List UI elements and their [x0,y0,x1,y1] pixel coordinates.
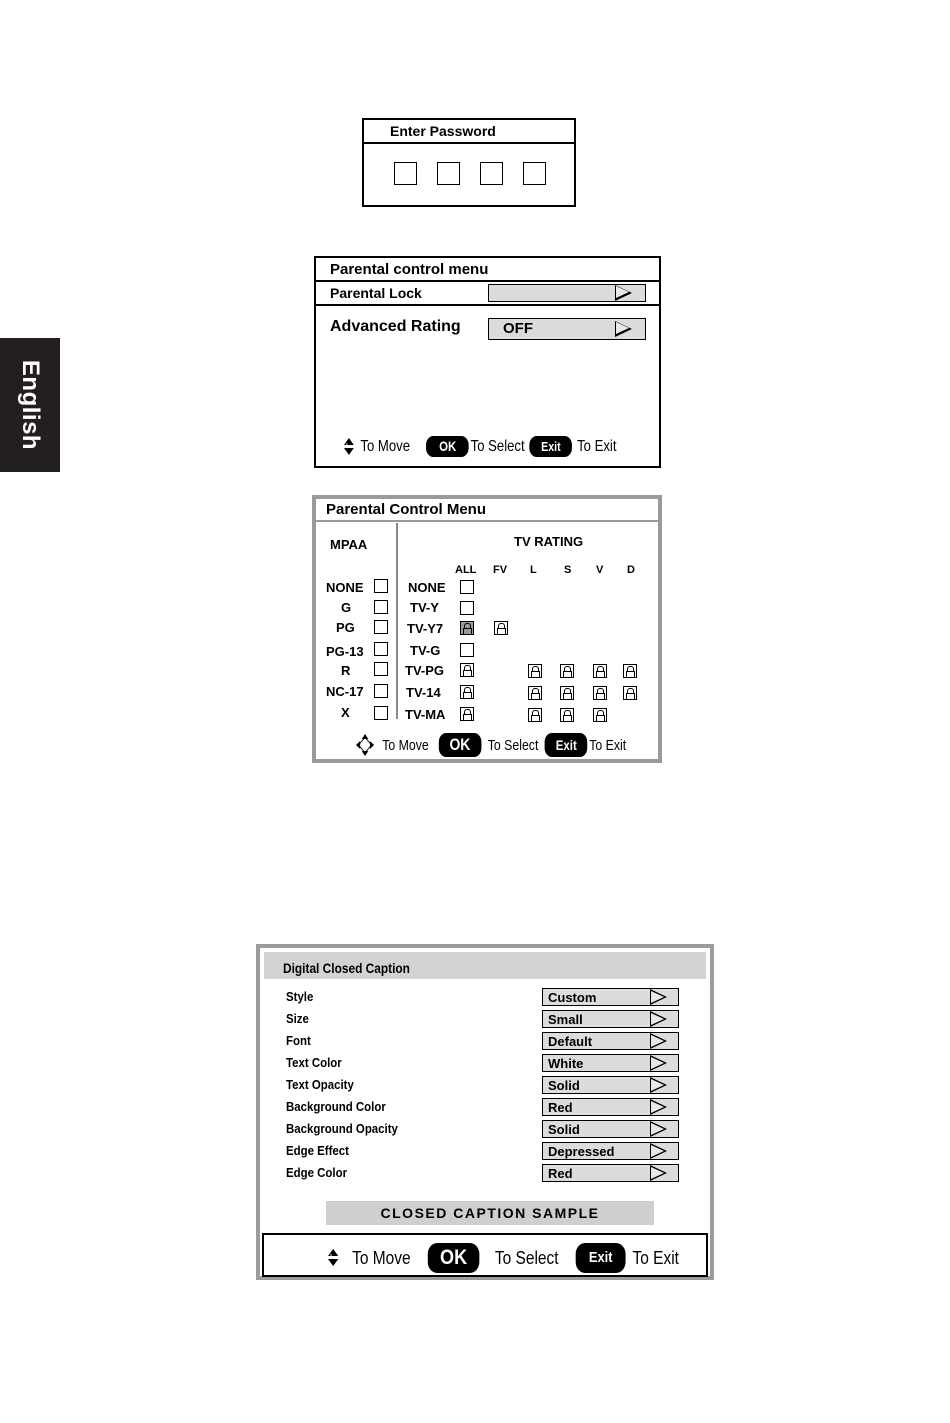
password-title: Enter Password [364,120,574,144]
caption-size-label: Size [286,1011,309,1026]
mpaa-r-checkbox[interactable] [374,662,388,676]
password-digit-4[interactable] [523,162,546,185]
to-select-label: To Select [470,437,525,455]
to-move-label: To Move [382,736,429,754]
tv-pg-v-lock-icon[interactable] [593,664,607,678]
to-select-label: To Select [487,736,539,754]
caption-font-field[interactable] [542,1032,679,1050]
mpaa-x-label: X [341,705,350,720]
caption-text-opacity-field[interactable] [542,1076,679,1094]
mpaa-pg-checkbox[interactable] [374,620,388,634]
rating-menu [312,495,662,763]
rating-menu-title: Parental Control Menu [316,499,658,522]
mpaa-r-label: R [341,663,351,678]
caption-text-color-field[interactable] [542,1054,679,1072]
closed-caption-menu [256,944,714,1280]
caption-size-value: Small [548,1012,583,1027]
advanced-rating-value: OFF [503,320,533,337]
exit-button[interactable]: Exit [545,733,588,757]
to-select-label: To Select [494,1247,559,1268]
parental-lock-field[interactable] [488,284,646,302]
password-digits [394,162,546,185]
tv-pg-d-lock-icon[interactable] [623,664,637,678]
four-way-arrow-icon [356,734,374,756]
mpaa-g-label: G [341,600,352,615]
tv-14-d-lock-icon[interactable] [623,686,637,700]
col-l: L [530,564,537,576]
to-exit-label: To Exit [589,736,627,754]
password-digit-2[interactable] [437,162,460,185]
parental-control-menu [314,256,661,468]
exit-button[interactable]: Exit [576,1243,626,1273]
password-dialog [362,118,576,207]
to-move-label: To Move [360,437,410,455]
parental-lock-row[interactable] [316,282,659,306]
advanced-rating-label: Advanced Rating [330,318,461,335]
tv-g-label: TV-G [410,643,441,658]
caption-text-opacity-label: Text Opacity [286,1077,354,1092]
caption-font-value: Default [548,1034,593,1049]
mpaa-x-checkbox[interactable] [374,706,388,720]
caption-background-opacity-field[interactable] [542,1120,679,1138]
up-down-icon [344,438,354,456]
tv-ma-v-lock-icon[interactable] [593,708,607,722]
parental-menu-footer [344,436,616,457]
to-exit-label: To Exit [577,437,617,455]
tv-y7-fv-lock-icon[interactable] [494,621,508,635]
mpaa-none-checkbox[interactable] [374,579,388,593]
tv-y7-label: TV-Y7 [407,621,444,636]
mpaa-nc17-label: NC-17 [326,684,364,699]
caption-edge-color-field[interactable] [542,1164,679,1182]
caption-edge-effect-field[interactable] [542,1142,679,1160]
col-s: S [564,564,572,576]
ok-button[interactable]: OK [439,733,482,757]
caption-background-color-value: Red [548,1100,573,1115]
mpaa-pg-label: PG [336,620,355,635]
to-exit-label: To Exit [632,1247,679,1268]
tv-none-label: NONE [408,580,446,595]
mpaa-header: MPAA [330,537,368,552]
caption-text-color-label: Text Color [286,1055,342,1070]
tv-14-s-lock-icon[interactable] [560,686,574,700]
mpaa-nc17-checkbox[interactable] [374,684,388,698]
mpaa-g-checkbox[interactable] [374,600,388,614]
mpaa-none-label: NONE [326,580,364,595]
ok-button[interactable]: OK [428,1243,480,1273]
tv-pg-all-lock-icon[interactable] [460,663,474,677]
caption-font-label: Font [286,1033,311,1048]
tv-14-all-lock-icon[interactable] [460,685,474,699]
caption-background-opacity-value: Solid [548,1122,580,1137]
to-move-label: To Move [352,1247,411,1268]
rating-divider [396,523,398,719]
col-d: D [627,564,635,576]
parental-menu-title: Parental control menu [316,258,659,282]
col-v: V [596,564,604,576]
caption-menu-footer [262,1233,708,1277]
caption-background-color-label: Background Color [286,1099,386,1114]
caption-background-color-field[interactable] [542,1098,679,1116]
caption-edge-color-value: Red [548,1166,573,1181]
tv-ma-label: TV-MA [405,707,446,722]
parental-lock-label: Parental Lock [330,285,422,301]
rating-menu-footer [356,733,626,757]
language-label: English [17,359,44,451]
tv-14-label: TV-14 [406,685,441,700]
tv-rating-header: TV RATING [514,534,584,549]
tv-none-checkbox[interactable] [460,580,474,594]
tv-pg-s-lock-icon[interactable] [560,664,574,678]
caption-edge-effect-label: Edge Effect [286,1143,349,1158]
advanced-rating-field[interactable] [488,318,646,340]
caption-style-label: Style [286,989,314,1004]
caption-text-opacity-value: Solid [548,1078,580,1093]
caption-text-color-value: White [548,1056,584,1071]
password-digit-1[interactable] [394,162,417,185]
tv-y7-all-lock-icon[interactable] [460,621,474,635]
tv-pg-l-lock-icon[interactable] [528,664,542,678]
tv-ma-s-lock-icon[interactable] [560,708,574,722]
caption-size-field[interactable] [542,1010,679,1028]
tv-14-v-lock-icon[interactable] [593,686,607,700]
col-all: ALL [455,564,477,576]
caption-sample: CLOSED CAPTION SAMPLE [326,1201,654,1225]
caption-style-value: Custom [548,990,597,1005]
caption-edge-effect-value: Depressed [548,1144,615,1159]
mpaa-pg13-checkbox[interactable] [374,642,388,656]
mpaa-pg13-label: PG-13 [326,644,364,659]
password-digit-3[interactable] [480,162,503,185]
tv-pg-label: TV-PG [405,663,445,678]
exit-button[interactable]: Exit [530,436,573,457]
tv-ma-all-lock-icon[interactable] [460,707,474,721]
tv-14-l-lock-icon[interactable] [528,686,542,700]
closed-caption-title: Digital Closed Caption [264,952,706,979]
tv-y-checkbox[interactable] [460,601,474,615]
tv-y-label: TV-Y [410,600,439,615]
language-side-tab [0,338,60,472]
caption-style-field[interactable] [542,988,679,1006]
caption-background-opacity-label: Background Opacity [286,1121,398,1136]
caption-edge-color-label: Edge Color [286,1165,348,1180]
ok-button[interactable]: OK [426,436,469,457]
tv-ma-l-lock-icon[interactable] [528,708,542,722]
tv-g-checkbox[interactable] [460,643,474,657]
up-down-icon [328,1249,338,1267]
col-fv: FV [493,564,508,576]
